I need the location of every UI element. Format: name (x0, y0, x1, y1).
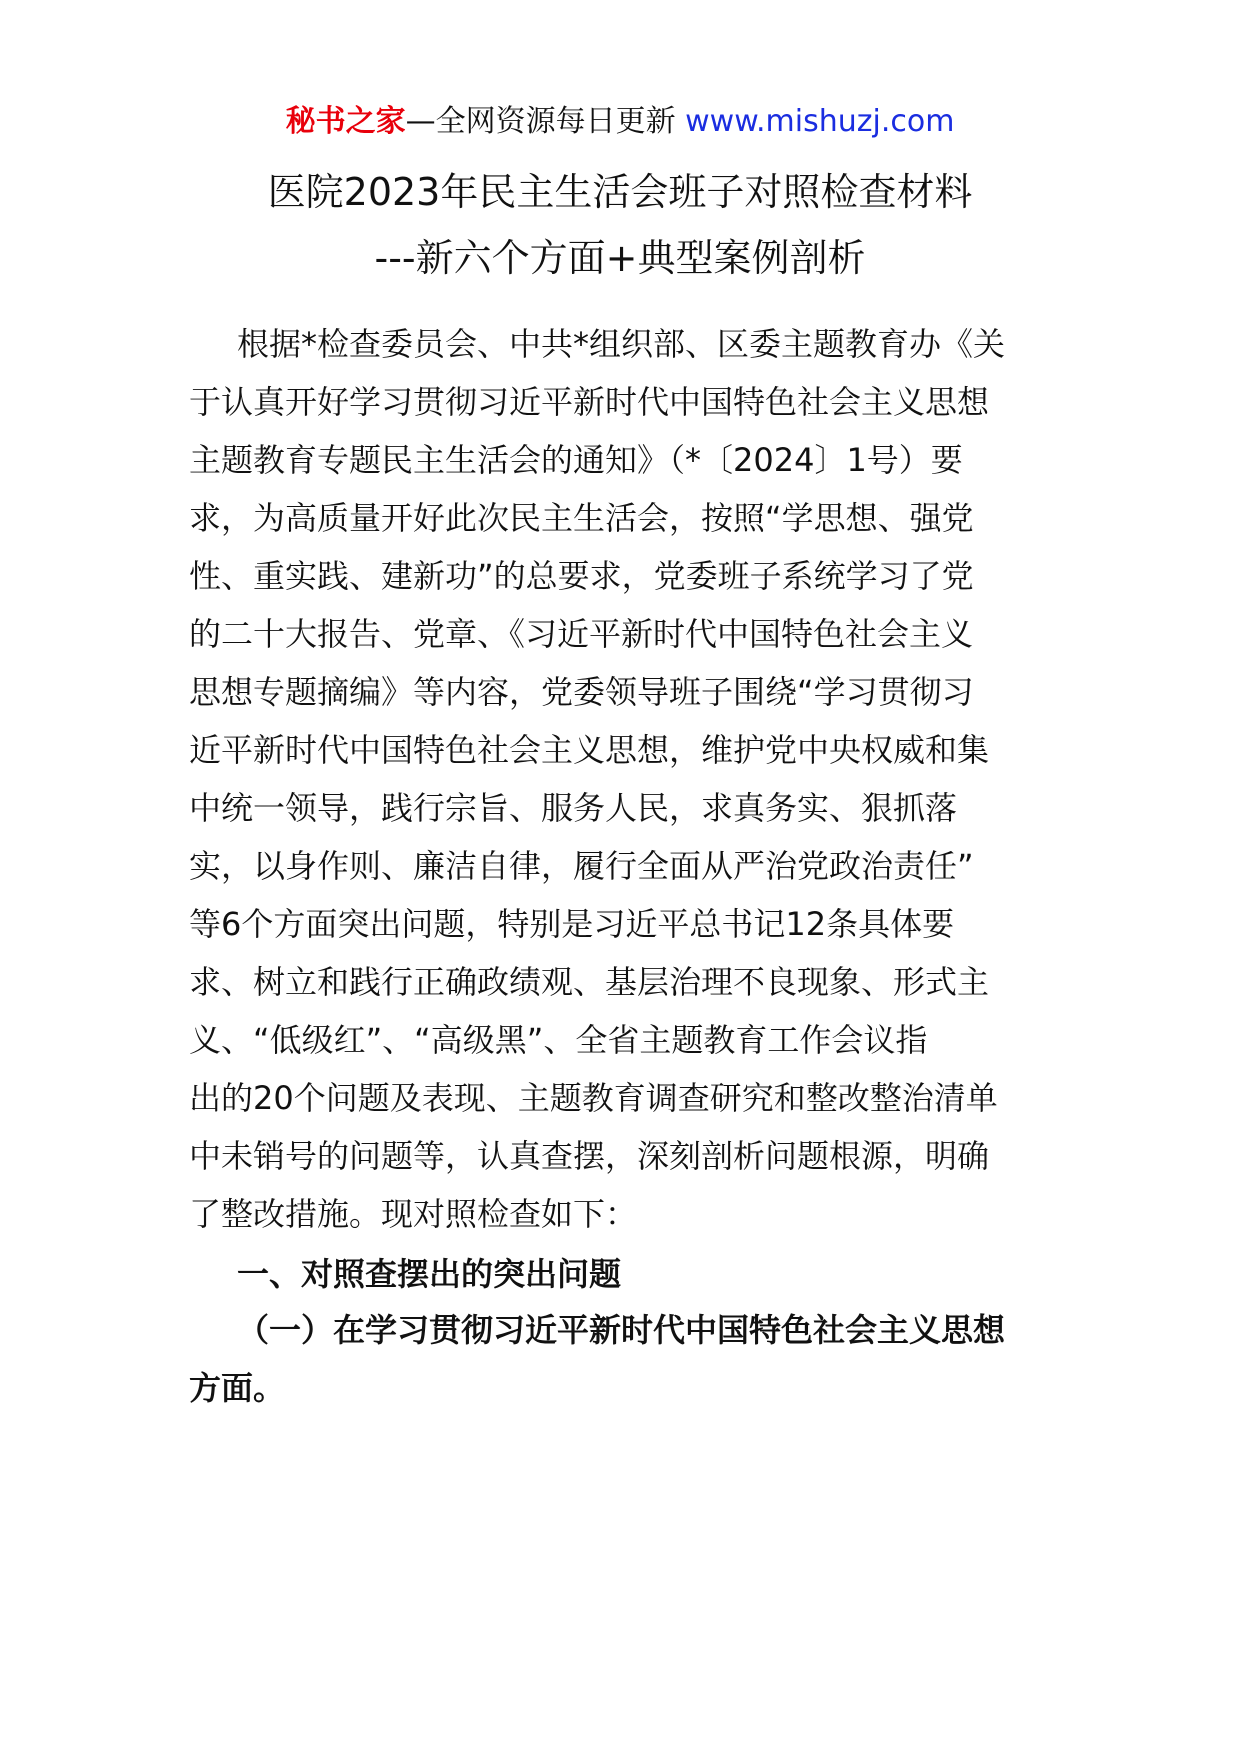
body-line: 实，以身作则、廉洁自律，履行全面从严治党政治责任” (189, 847, 974, 885)
watermark-header (0, 100, 1240, 144)
subsection-heading-line-1: （一）在学习贯彻习近平新时代中国特色社会主义思想 (237, 1311, 1006, 1349)
document-title-line-2: ---新六个方面+典型案例剖析 (374, 236, 866, 280)
body-line: 根据*检查委员会、中共*组织部、区委主题教育办《关 (237, 325, 1006, 363)
body-line: 出的20个问题及表现、主题教育调查研究和整改整治清单 (189, 1079, 998, 1117)
body-line: 中未销号的问题等，认真查摆，深刻剖析问题根源，明确 (189, 1137, 990, 1175)
body-line: 性、重实践、建新功”的总要求，党委班子系统学习了党 (189, 557, 974, 595)
site-link[interactable]: www.mishuzj.com (685, 104, 955, 139)
document-title-line-1: 医院2023年民主生活会班子对照检查材料 (267, 170, 973, 214)
section-heading-1: 一、对照查摆出的突出问题 (237, 1255, 622, 1293)
body-line: 主题教育专题民主生活会的通知》（*〔2024〕1号）要 (189, 441, 963, 479)
body-line: 近平新时代中国特色社会主义思想，维护党中央权威和集 (189, 731, 990, 769)
body-line: 思想专题摘编》等内容，党委领导班子围绕“学习贯彻习 (189, 673, 974, 711)
body-line: 的二十大报告、党章、《习近平新时代中国特色社会主义 (189, 615, 974, 653)
header-tagline: —全网资源每日更新 (405, 104, 686, 139)
brand-name: 秘书之家 (285, 104, 406, 139)
body-line: 义、“低级红”、“高级黑”、全省主题教育工作会议指 (189, 1021, 928, 1059)
body-line: 求、树立和践行正确政绩观、基层治理不良现象、形式主 (189, 963, 990, 1001)
body-line: 求，为高质量开好此次民主生活会，按照“学思想、强党 (189, 499, 974, 537)
subsection-heading-line-2: 方面。 (189, 1369, 286, 1407)
body-line: 了整改措施。现对照检查如下： (189, 1195, 638, 1233)
body-line: 中统一领导，践行宗旨、服务人民，求真务实、狠抓落 (189, 789, 958, 827)
body-line: 于认真开好学习贯彻习近平新时代中国特色社会主义思想 (189, 383, 990, 421)
body-line: 等6个方面突出问题，特别是习近平总书记12条具体要 (189, 905, 955, 943)
